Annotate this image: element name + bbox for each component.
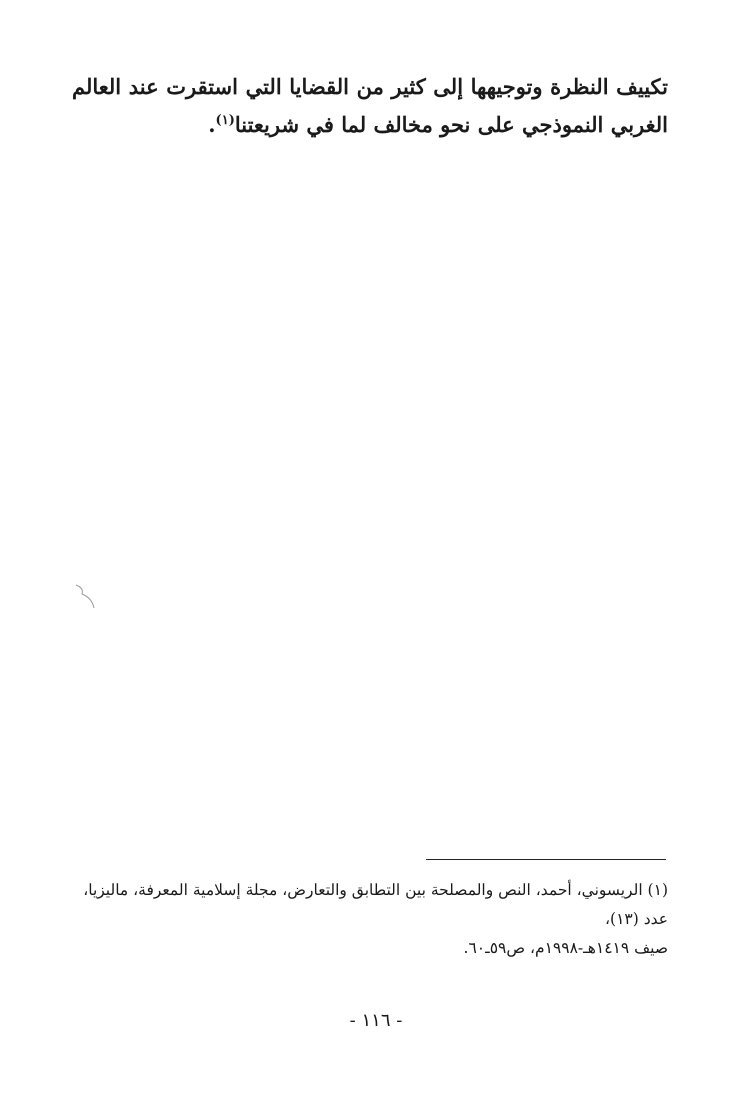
end-punctuation: . [208,112,216,137]
body-paragraph [72,68,668,144]
footnote [72,876,668,963]
footnote-reference[interactable]: (١) [215,113,235,128]
paragraph-text: تكييف النظرة وتوجيهها إلى كثير من القضايا التي استقرت عند العالم الغربي النموذجي على نحو مخالف لما في شريعتنا [72,74,668,137]
footnote-line-1: (١) الريسوني، أحمد، النص والمصلحة بين التطابق والتعارض، مجلة إسلامية المعرفة، ماليزيا، عدد (١٣)، [83,881,668,928]
page-number: - ١١٦ - [349,1010,403,1031]
footnote-separator [426,859,666,860]
stray-pen-mark [70,582,100,610]
footnote-line-2: صيف ١٤١٩هـ-١٩٩٨م، ص٥٩ـ٦٠. [463,939,668,957]
main-text [72,68,668,144]
